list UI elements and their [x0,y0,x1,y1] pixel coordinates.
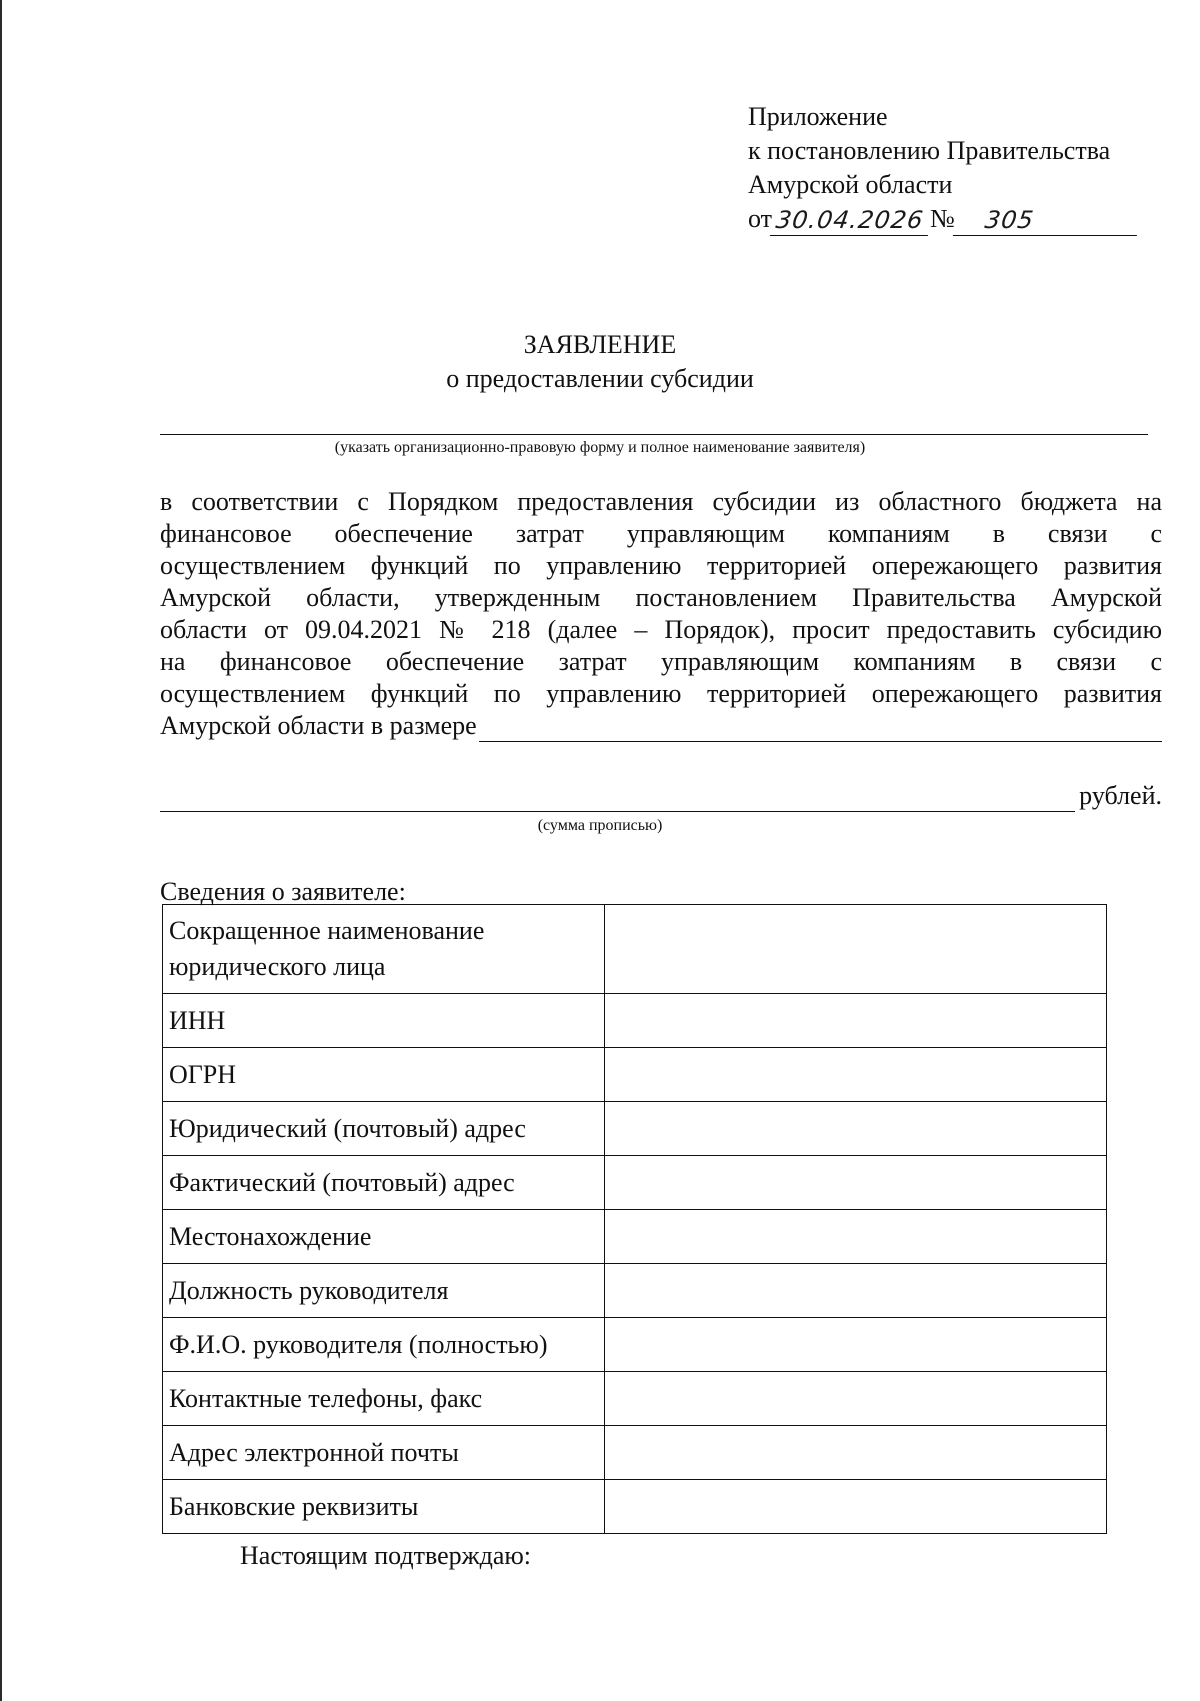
row-value-field[interactable] [605,1102,1107,1156]
body-line: осуществлением функций по управлению территорией опережающего развития [160,551,1162,580]
confirmation-text: Настоящим подтверждаю: [240,1541,532,1570]
row-label: Юридический (почтовый) адрес [163,1102,605,1156]
applicant-name-field[interactable] [160,434,1148,435]
body-line-amount [160,710,1162,742]
row-value-field[interactable] [605,1048,1107,1102]
row-label: Местонахождение [163,1210,605,1264]
row-value-field[interactable] [605,1156,1107,1210]
row-label: Должность руководителя [163,1264,605,1318]
table-row [163,1426,1107,1480]
sum-words-row [160,780,1162,812]
number-prefix: № [930,204,955,233]
table-row [163,1318,1107,1372]
appendix-reference: к постановлению Правительства [748,136,1111,165]
applicant-name-caption: (указать организационно-правовую форму и полное наименование заявителя) [334,439,866,456]
body-line: осуществлением функций по управлению территорией опережающего развития [160,679,1162,708]
date-prefix: от [748,204,773,233]
amount-label: Амурской области в размере [160,711,477,740]
application-body [160,486,1162,742]
scan-edge-line [0,0,2,1701]
row-value-field[interactable] [605,1210,1107,1264]
row-label: ОГРН [163,1048,605,1102]
row-label: Ф.И.О. руководителя (полностью) [163,1318,605,1372]
table-row [163,1264,1107,1318]
appendix-date-number-line [748,202,1168,236]
amount-field[interactable] [479,715,1162,742]
appendix-header [748,100,1168,236]
row-value-field[interactable] [605,1318,1107,1372]
handwritten-number: 305 [953,205,1141,236]
row-value-field[interactable] [605,994,1107,1048]
table-row [163,1480,1107,1534]
body-line: финансовое обеспечение затрат управляющим компаниям в связи с [160,519,1162,548]
table-row [163,905,1107,994]
currency-label: рублей. [1079,781,1162,810]
body-line: области от 09.04.2021 № 218 (далее – Порядок), просит предоставить субсидию [160,615,1162,644]
table-row [163,1210,1107,1264]
row-label: ИНН [163,994,605,1048]
sum-words-field[interactable] [160,783,1075,812]
document-title [0,328,1200,396]
row-label: Банковские реквизиты [163,1480,605,1534]
row-label: Адрес электронной почты [163,1426,605,1480]
applicant-info-heading: Сведения о заявителе: [160,877,406,906]
table-row [163,1102,1107,1156]
title-main: ЗАЯВЛЕНИЕ [523,330,677,359]
row-value-field[interactable] [605,1480,1107,1534]
row-label: Контактные телефоны, факс [163,1372,605,1426]
body-line: в соответствии с Порядком предоставления субсидии из областного бюджета на [160,487,1162,516]
body-line: на финансовое обеспечение затрат управляющим компаниям в связи с [160,647,1162,676]
row-label: Фактический (почтовый) адрес [163,1156,605,1210]
table-row [163,1048,1107,1102]
applicant-info-table [162,904,1107,1534]
table-row [163,1156,1107,1210]
row-value-field[interactable] [605,1372,1107,1426]
row-value-field[interactable] [605,1426,1107,1480]
table-row [163,1372,1107,1426]
appendix-region: Амурской области [748,170,953,199]
appendix-title: Приложение [748,102,888,131]
body-line: Амурской области, утвержденным постановлением Правительства Амурской [160,583,1162,612]
title-sub: о предоставлении субсидии [446,364,754,393]
row-value-field[interactable] [605,1264,1107,1318]
sum-words-caption: (сумма прописью) [537,817,663,834]
row-value-field[interactable] [605,905,1107,994]
row-label: Сокращенное наименование юридического лица [163,905,605,994]
table-row [163,994,1107,1048]
handwritten-date: 30.04.2026 [770,205,932,236]
